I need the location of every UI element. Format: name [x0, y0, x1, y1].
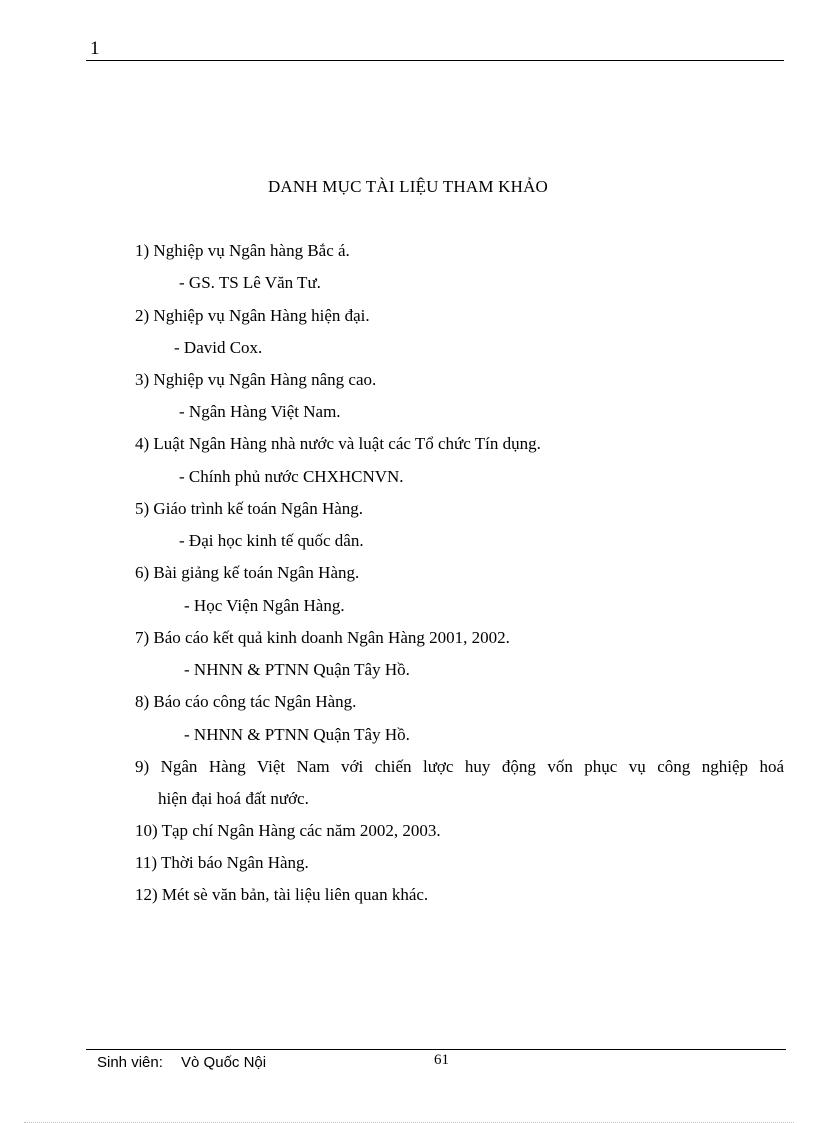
reference-title: 5) Giáo trình kế toán Ngân Hàng.: [135, 499, 364, 518]
reference-title: 11) Thời báo Ngân Hàng.: [135, 853, 309, 872]
reference-title: 4) Luật Ngân Hàng nhà nước và luật các Tổ chức Tín dụng.: [135, 434, 541, 453]
reference-title: 6) Bài giảng kế toán Ngân Hàng.: [135, 563, 360, 582]
header-rule: [86, 60, 784, 61]
page-number: 61: [434, 1052, 449, 1068]
student-name: Vò Quốc Nội: [181, 1054, 267, 1071]
reference-title: 10) Tạp chí Ngân Hàng các năm 2002, 2003.: [135, 821, 441, 840]
reference-author: - GS. TS Lê Văn Tư.: [179, 273, 321, 292]
footer-rule: [86, 1049, 786, 1050]
reference-title: 12) Mét sè văn bản, tài liệu liên quan khác.: [135, 885, 429, 904]
reference-title: 2) Nghiệp vụ Ngân Hàng hiện đại.: [135, 306, 370, 325]
reference-title: 1) Nghiệp vụ Ngân hàng Bắc á.: [135, 241, 350, 260]
reference-title-continuation: hiện đại hoá đất nước.: [158, 789, 309, 808]
footer-student: [97, 1054, 266, 1071]
reference-author: - David Cox.: [174, 338, 263, 357]
reference-title: 9) Ngân Hàng Việt Nam với chiến lược huy động vốn phục vụ công nghiệp hoá: [135, 757, 784, 776]
reference-title: 8) Báo cáo công tác Ngân Hàng.: [135, 692, 357, 711]
student-label: Sinh viên:: [97, 1054, 163, 1071]
reference-author: - NHNN & PTNN Quận Tây Hồ.: [184, 660, 410, 679]
document-title: DANH MỤC TÀI LIỆU THAM KHẢO: [267, 177, 549, 196]
reference-title: 3) Nghiệp vụ Ngân Hàng nâng cao.: [135, 370, 377, 389]
reference-author: - Đại học kinh tế quốc dân.: [179, 531, 364, 550]
header-page-marker: 1: [90, 38, 100, 59]
reference-author: - Học Viện Ngân Hàng.: [184, 596, 345, 615]
reference-author: - NHNN & PTNN Quận Tây Hồ.: [184, 725, 410, 744]
reference-author: - Ngân Hàng Việt Nam.: [179, 402, 341, 421]
reference-author: - Chính phủ nước CHXHCNVN.: [179, 467, 404, 486]
reference-title: 7) Báo cáo kết quả kinh doanh Ngân Hàng 2001, 2002.: [135, 628, 510, 647]
